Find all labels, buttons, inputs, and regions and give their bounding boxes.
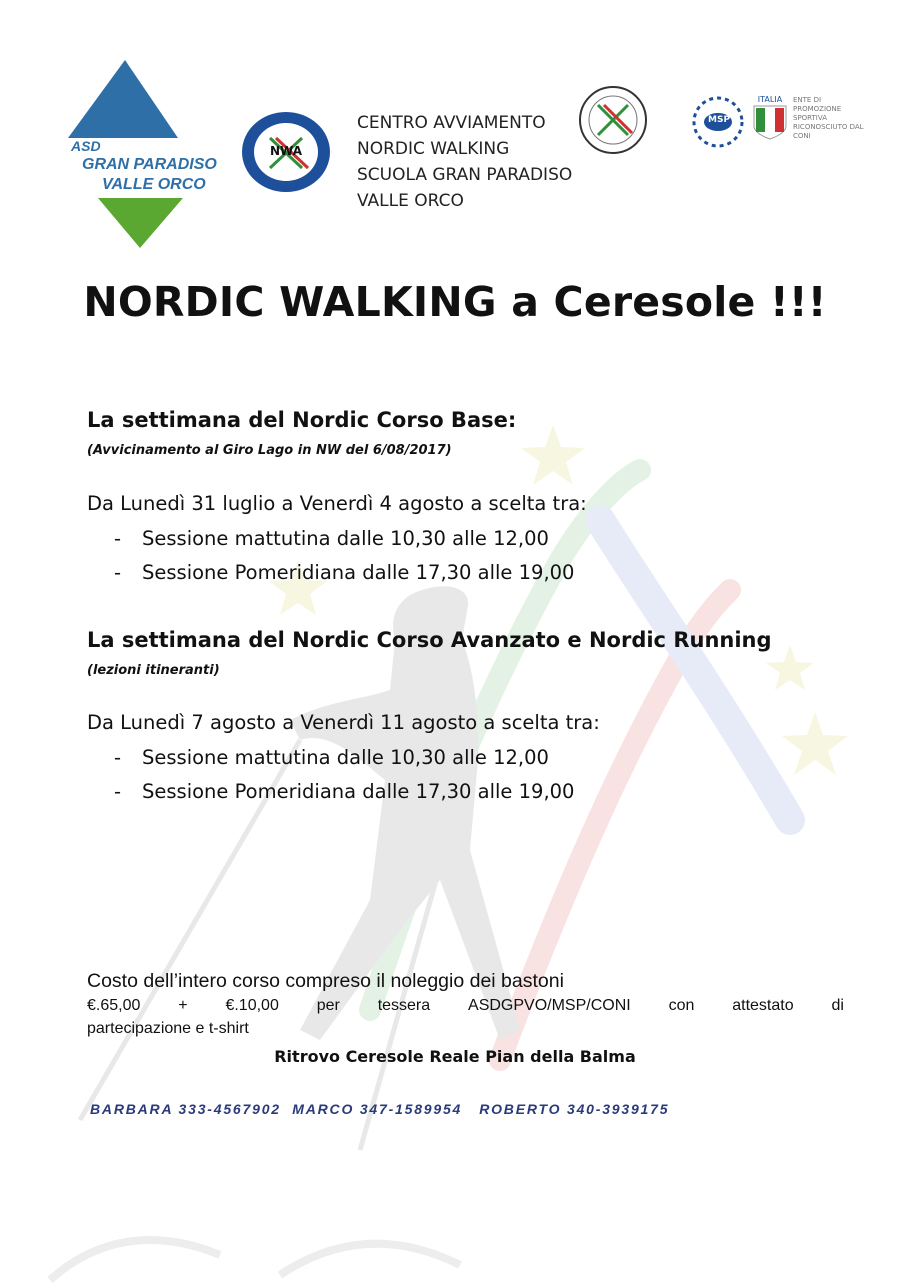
- cost-word: per: [316, 997, 340, 1014]
- section2-subtitle: (lezioni itineranti): [87, 663, 220, 678]
- asd-label: ASD: [71, 138, 101, 154]
- section2-session-item: - Sessione Pomeridiana dalle 17,30 alle 19,00: [114, 780, 575, 803]
- star-icon: [766, 645, 814, 690]
- heading-line: CENTRO AVVIAMENTO: [357, 113, 546, 133]
- school-heading: [357, 110, 572, 214]
- session-text: Sessione Pomeridiana dalle 17,30 alle 19,00: [142, 561, 575, 584]
- asd-name-line1: GRAN PARADISO: [82, 156, 217, 173]
- section1-session-item: - Sessione Pomeridiana dalle 17,30 alle 19,00: [114, 561, 575, 584]
- section1-session-item: - Sessione mattutina dalle 10,30 alle 12,00: [114, 527, 549, 550]
- nwa-letters: NWA: [270, 144, 303, 158]
- meeting-point: Ritrovo Ceresole Reale Pian della Balma: [274, 1047, 636, 1066]
- italia-shield-logo: [752, 95, 788, 141]
- contacts-line: BARBARA 333-4567902 MARCO 347-1589954 ROBERTO 340-3939175: [90, 1101, 670, 1117]
- msp-label: MSP: [708, 115, 731, 125]
- heading-line: NORDIC WALKING: [357, 139, 510, 159]
- session-text: Sessione mattutina dalle 10,30 alle 12,00: [142, 527, 549, 550]
- session-text: Sessione Pomeridiana dalle 17,30 alle 19,00: [142, 780, 575, 803]
- cost-word: di: [831, 997, 844, 1014]
- asd-name-line2: VALLE ORCO: [102, 176, 206, 193]
- cost-details-end: partecipazione e t-shirt: [87, 1020, 249, 1037]
- section2-title: La settimana del Nordic Corso Avanzato e Nordic Running: [87, 628, 772, 652]
- page-title: NORDIC WALKING a Ceresole !!!: [83, 278, 827, 326]
- star-icon: [782, 712, 848, 775]
- cost-word: ASDGPVO/MSP/CONI: [468, 997, 631, 1014]
- ente-promozione-text: ENTE DI PROMOZIONE SPORTIVA RICONOSCIUTO DAL CONI: [793, 96, 864, 140]
- bottom-watermark-fragment: [40, 1225, 560, 1285]
- section1-subtitle: (Avvicinamento al Giro Lago in NW del 6/08/2017): [87, 443, 452, 458]
- price-base: €.65,00: [87, 997, 141, 1014]
- section2-dates: Da Lunedì 7 agosto a Venerdì 11 agosto a scelta tra:: [87, 711, 600, 734]
- cost-word: con: [668, 997, 695, 1014]
- cost-heading: Costo dell’intero corso compreso il noleggio dei bastoni: [87, 970, 564, 992]
- section2-session-item: - Sessione mattutina dalle 10,30 alle 12,00: [114, 746, 549, 769]
- heading-line: SCUOLA GRAN PARADISO: [357, 165, 573, 185]
- msp-logo: [692, 96, 744, 148]
- section1-title: La settimana del Nordic Corso Base:: [87, 408, 517, 432]
- plus-sign: +: [178, 997, 188, 1014]
- italia-label: ITALIA: [757, 95, 783, 104]
- cost-word: tessera: [377, 997, 431, 1014]
- nordic-walking-school-badge: [240, 110, 332, 194]
- cost-details-line: [87, 997, 844, 1015]
- asd-gran-paradiso-logo: [68, 58, 218, 253]
- session-text: Sessione mattutina dalle 10,30 alle 12,00: [142, 746, 549, 769]
- cost-word: attestato: [732, 997, 794, 1014]
- nordic-walking-academy-logo: [578, 85, 648, 155]
- price-membership: €.10,00: [225, 997, 279, 1014]
- star-icon: [521, 425, 585, 485]
- section1-dates: Da Lunedì 31 luglio a Venerdì 4 agosto a scelta tra:: [87, 492, 587, 515]
- heading-line: VALLE ORCO: [357, 191, 464, 211]
